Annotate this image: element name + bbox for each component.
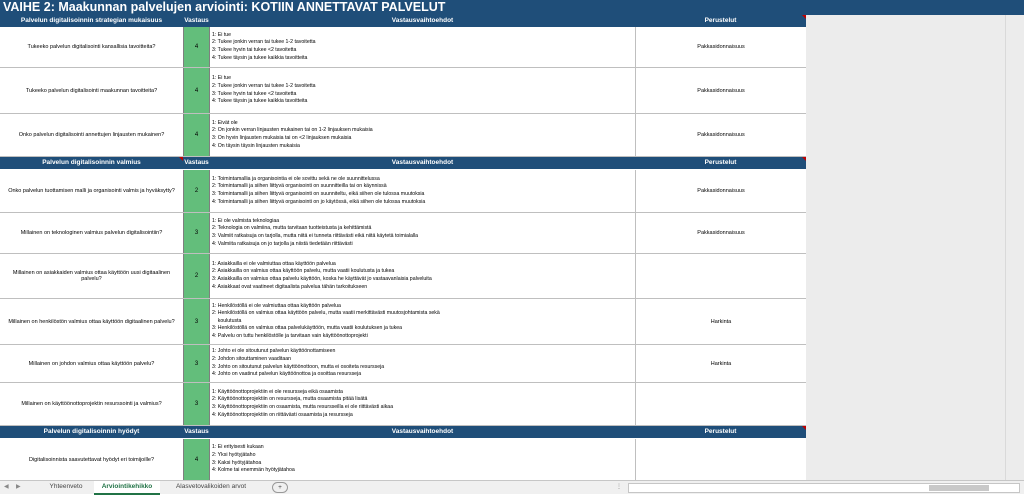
options-cell[interactable]: 1: Toimintamallia ja organisointia ei ole sovittu sekä ne ole suunnittelussa 2: Toimintamalli ja siihen liittyvä organisointi on suunnitteilla tai on käynnissä 3: Toimintamalli ja siihen liittyvä organisointi on suunniteltu, eikä siihen ole tulossa muutoksia 4: Toimintamalli ja siihen liittyvä organisointi on jo käytössä, eikä siihen ole tulossa muutoksia [212,175,426,205]
justification-cell[interactable]: Pakkasidonnaisuus [635,213,806,253]
justification-cell[interactable]: Pakkasidonnaisuus [635,27,806,67]
grid-line [1005,15,1006,480]
table-row[interactable] [0,213,806,254]
table-row[interactable] [0,27,806,68]
justification-cell[interactable]: Pakkasidonnaisuus [635,170,806,212]
section-header-question: Palvelun digitalisoinnin strategian mukaisuus [0,15,183,27]
answer-cell[interactable]: 4 [183,114,210,156]
question-cell[interactable]: Millainen on teknologinen valmius palvelun digitalisointiin? [20,230,163,236]
section-header-answer: Vastaus [183,15,210,27]
section-header-question: Palvelun digitalisoinnin valmius [0,157,183,169]
tab-alasvetovalikoiden-arvot[interactable]: Alasvetovalikoiden arvot [175,483,247,490]
question-cell[interactable]: Millainen on käyttöönottoprojektin resurssointi ja valmius? [21,401,162,407]
options-cell[interactable]: 1: Ei ole valmista teknologiaa 2: Teknologia on valmiina, mutta tarvitaan tuotteistusta ja kehittämistä 3: Valmiit ratkaisuja on tarjolla, mutta niitä ei tunneta riittävästi eikä niitä käytetä toimialalla 4: Valmiita ratkaisuja on jo tarjolla ja niistä tiedetään riittävästi [212,217,419,247]
justification-cell[interactable] [635,439,806,480]
section-header-options: Vastausvaihtoehdot [210,157,635,169]
spreadsheet-grid[interactable] [0,15,1024,480]
tab-splitter-handle[interactable]: ⋮ [616,484,622,490]
justification-cell[interactable] [635,383,806,425]
answer-cell[interactable]: 4 [183,27,210,67]
section-header-justification: Perustelut [635,15,806,27]
sheet-title: VAIHE 2: Maakunnan palvelujen arviointi: KOTIIN ANNETTAVAT PALVELUT [3,0,446,14]
question-cell[interactable]: Onko palvelun tuottamisen malli ja organisointi valmis ja hyväksytty? [8,188,175,194]
options-cell[interactable]: 1: Käyttöönottoprojektiin ei ole resursseja eikä osaamista 2: Käyttöönottoprojektiin on resursseja, mutta osaamista pitää lisätä 3: Käyttöönottoprojektiin on osaamista, mutta resursseilla ei ole riittävästi aikaa 4: Käyttöönottoprojektiin on riittävästi osaamista ja resursseja [212,388,394,418]
justification-cell[interactable]: Harkinta [635,345,806,382]
answer-cell[interactable]: 3 [183,345,210,382]
justification-cell[interactable] [635,254,806,298]
options-cell[interactable]: 1: Johto ei ole sitoutunut palvelun käyttöönottamiseen 2: Johdon sitouttaminen vaaditaan 3: Johto on sitoutunut palvelun käyttöönottoon, mutta ei osoiteta resursseja 4: Johto on vaatinut palvelun käyttöönottoa ja osoittaa resursseja [212,348,385,378]
answer-cell[interactable]: 4 [183,439,210,480]
table-row[interactable] [0,254,806,299]
horizontal-scrollbar[interactable] [628,483,1020,493]
options-cell[interactable]: 1: Ei tue 2: Tukee jonkin verran tai tukee 1-2 tavoitetta 3: Tukee hyvin tai tukee <2 tavoitetta 4: Tukee täysin ja tukee kaikkia tavoitteita [212,31,316,61]
tab-yhteenveto[interactable]: Yhteenveto [49,483,83,490]
scroll-tabs-left-icon[interactable]: ◀ [4,484,9,490]
table-row[interactable] [0,299,806,345]
question-cell[interactable]: Onko palvelun digitalisointi annettujen linjausten mukainen? [18,132,165,138]
question-cell[interactable]: Digitalisoinnista saavutettavat hyödyt eri toimijoille? [28,456,155,463]
question-cell[interactable]: Tukeeko palvelun digitalisointi kansallisia tavoitteita? [27,44,156,50]
options-cell[interactable]: 1: Henkilöstöllä ei ole valmiuttaa ottaa käyttöön palvelua 2: Henkilöstöllä on valmius ottaa käyttöön palvelu, mutta vaatii merkittävästi muutosjohtamista sekä koulutusta 3: Henkilöstöllä on valmius ottaa palvelukäyttöön, mutta vaatii koulutuksen ja tukea 4: Palvelu on tuttu henkilöstölle ja tarvitaan vain käyttöönottoprojekti [212,302,440,339]
answer-cell[interactable]: 3 [183,383,210,425]
table-row[interactable] [0,345,806,383]
options-cell[interactable]: 1: Ei erityisesti kukaan 2: Yksi hyötyjätaho 3: Kaksi hyötyjätahoa 4: Kolme tai enemmän hyötyjätahoa [212,444,295,474]
answer-cell[interactable]: 2 [183,254,210,298]
question-cell[interactable]: Millainen on johdon valmius ottaa käyttöön palvelu? [28,360,155,367]
tab-arviointikehikko[interactable]: Arviointikehikko [94,481,160,495]
question-cell[interactable]: Millainen on asiakkaiden valmius ottaa käyttöön uusi digitaalinen palvelu? [12,270,171,282]
justification-cell[interactable]: Pakkasidonnaisuus [635,68,806,113]
answer-cell[interactable]: 4 [183,68,210,113]
section-header-options: Vastausvaihtoehdot [210,15,635,27]
section-header-answer: Vastaus [183,157,210,169]
question-cell[interactable]: Tukeeko palvelun digitalisointi maakunnan tavoitteita? [25,87,158,94]
question-cell[interactable]: Millainen on henkilöstön valmius ottaa käyttöön digitaalinen palvelu? [8,318,175,325]
scrollbar-thumb[interactable] [929,485,989,491]
table-row[interactable] [0,170,806,213]
section-header-answer: Vastaus [183,426,210,438]
options-cell[interactable]: 1: Ei tue 2: Tukee jonkin verran tai tukee 1-2 tavoitetta 3: Tukee hyvin tai tukee <2 tavoitetta 4: Tukee täysin ja tukee kaikkia tavoitteita [212,75,316,105]
add-sheet-button[interactable]: + [272,482,288,493]
section-header-question: Palvelun digitalisoinnin hyödyt [0,426,183,438]
answer-cell[interactable]: 3 [183,299,210,344]
justification-cell[interactable]: Harkinta [635,299,806,344]
table-row[interactable] [0,383,806,426]
sheet-title-bar [0,0,1024,15]
table-row[interactable] [0,114,806,157]
table-row[interactable] [0,68,806,114]
answer-cell[interactable]: 3 [183,213,210,253]
section-header-options: Vastausvaihtoehdot [210,426,635,438]
sheet-tab-bar [0,480,1024,494]
section-header-justification: Perustelut [635,157,806,169]
options-cell[interactable]: 1: Asiakkailla ei ole valmiuttaa ottaa käyttöön palvelua 2: Asiakkailla on valmius ottaa käyttöön palvelu, mutta vaatii koulutusta ja tukea 3: Asiakkailla on valmius ottaa palvelu käyttöön, koska he käyttävät jo vastaavanlaisia palveluita 4: Asiakkaat ovat vaatineet digitaalista palvelua tähän tarkoitukseen [212,260,432,290]
justification-cell[interactable]: Pakkasidonnaisuus [635,114,806,156]
answer-cell[interactable]: 2 [183,170,210,212]
scroll-tabs-right-icon[interactable]: ▶ [16,484,21,490]
options-cell[interactable]: 1: Eivät ole 2: On jonkin verran linjausten mukainen tai on 1-2 linjauksen mukaisia 3: On hyvin linjausten mukaisia tai on <2 linjauksen mukaisia 4: On täysin täysin linjausten mukaisia [212,119,373,149]
empty-columns-area [806,15,1024,480]
section-header-justification: Perustelut [635,426,806,438]
table-row[interactable] [0,439,806,480]
